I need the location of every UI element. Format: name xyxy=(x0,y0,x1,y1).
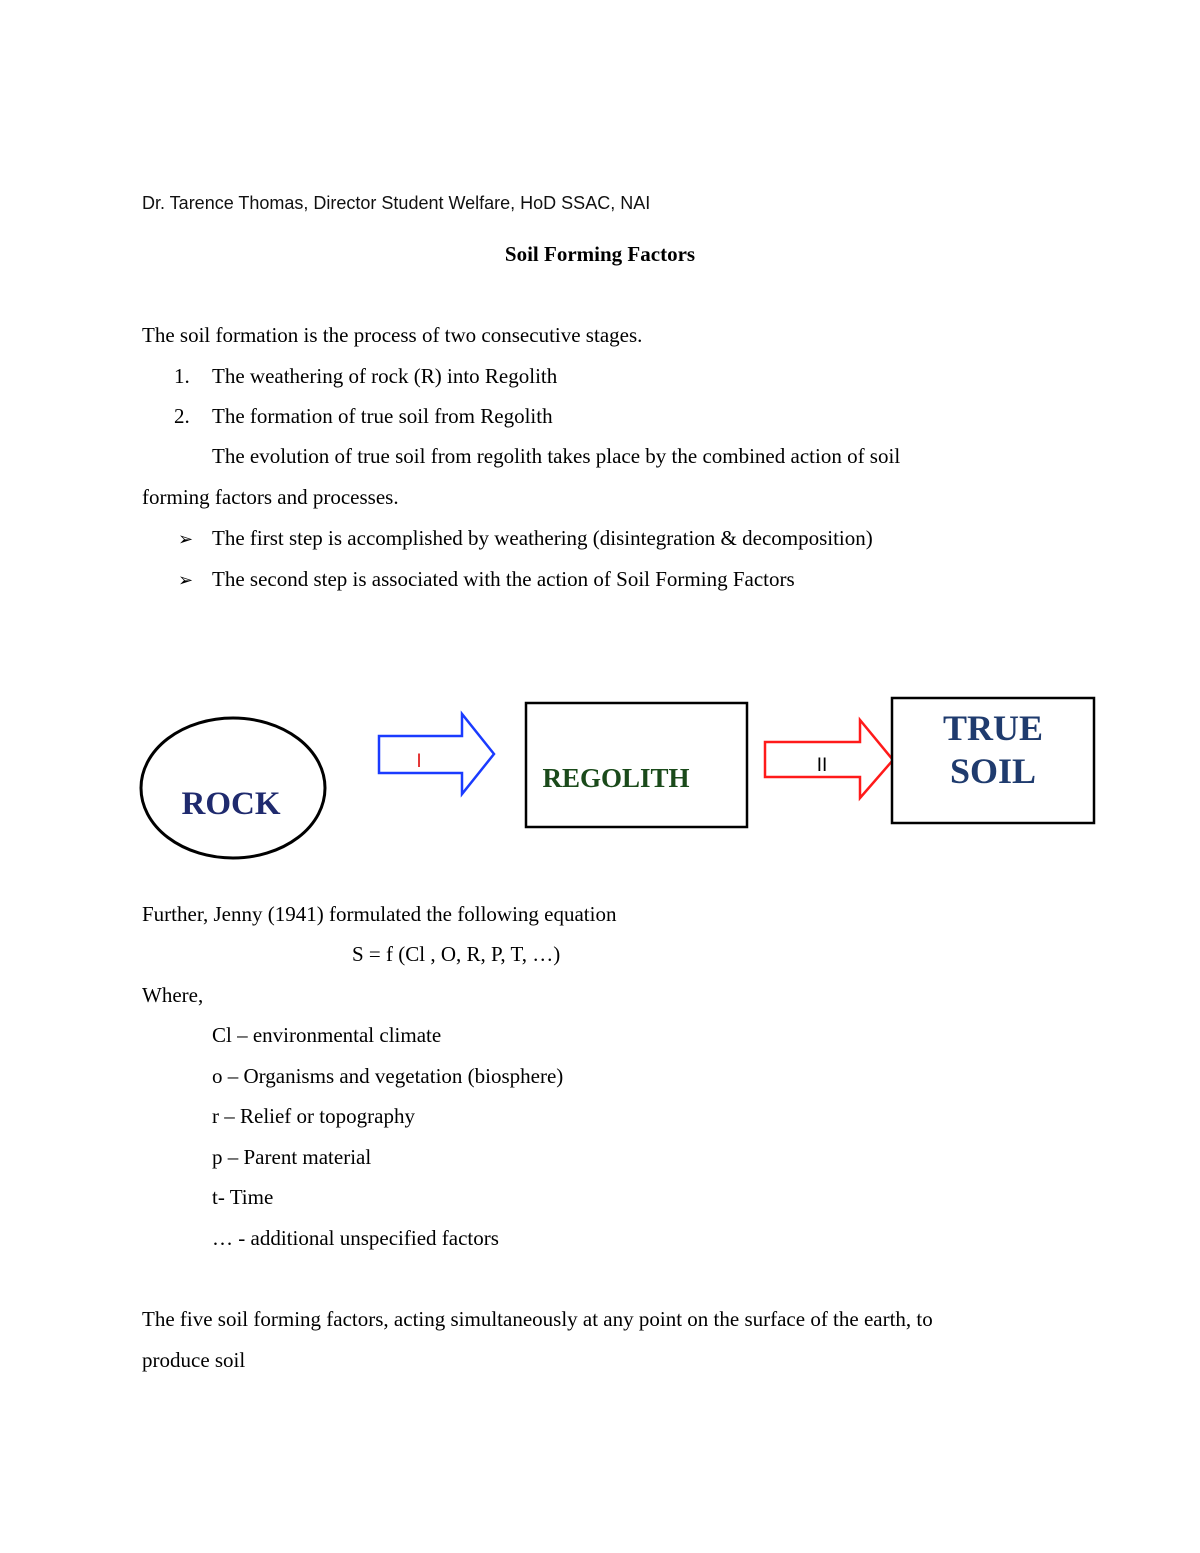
equation-formula: S = f (Cl , O, R, P, T, …) xyxy=(352,942,561,966)
bullet-text: The first step is accomplished by weathering (disintegration & decomposition) xyxy=(212,526,873,550)
term-item: p – Parent material xyxy=(212,1145,372,1169)
term-item: … - additional unspecified factors xyxy=(212,1226,499,1250)
rock-label: ROCK xyxy=(181,786,281,822)
intro-paragraph: The soil formation is the process of two consecutive stages. xyxy=(142,323,643,347)
list-item xyxy=(174,404,553,429)
term-item: r – Relief or topography xyxy=(212,1104,415,1128)
arrow-label-one: I xyxy=(416,751,422,772)
bullet-item xyxy=(178,567,795,592)
list-number: 2. xyxy=(174,404,190,428)
true-soil-label-line-2: SOIL xyxy=(949,751,1037,791)
arrow-right-icon xyxy=(379,714,494,794)
bullet-text: The second step is associated with the action of Soil Forming Factors xyxy=(212,567,795,591)
term-item: Cl – environmental climate xyxy=(212,1023,442,1047)
where-label: Where, xyxy=(142,983,204,1007)
page-title: Soil Forming Factors xyxy=(504,242,696,266)
list-text: The formation of true soil from Regolith xyxy=(212,404,553,428)
soil-formation-diagram xyxy=(0,690,1200,870)
list-item xyxy=(174,364,557,389)
term-item: t- Time xyxy=(212,1185,274,1209)
arrow-right-icon xyxy=(765,720,893,798)
evolution-line-2: forming factors and processes. xyxy=(142,485,399,509)
term-item: o – Organisms and vegetation (biosphere) xyxy=(212,1064,564,1088)
author-line: Dr. Tarence Thomas, Director Student Welfare, HoD SSAC, NAI xyxy=(142,193,651,213)
arrow-label-two: II xyxy=(816,755,828,776)
evolution-line-1: The evolution of true soil from regolith takes place by the combined action of soil xyxy=(212,444,901,468)
list-text: The weathering of rock (R) into Regolith xyxy=(212,364,558,388)
equation-intro: Further, Jenny (1941) formulated the following equation xyxy=(142,902,617,926)
closing-line-2: produce soil xyxy=(142,1348,246,1372)
list-number: 1. xyxy=(174,364,190,388)
bullet-item xyxy=(178,526,873,551)
true-soil-label-line-1: TRUE xyxy=(942,708,1044,748)
arrow-bullet-icon: ➢ xyxy=(178,529,194,549)
regolith-label: REGOLITH xyxy=(542,763,690,793)
closing-line-1: The five soil forming factors, acting simultaneously at any point on the surface of the earth, to xyxy=(142,1307,933,1331)
arrow-bullet-icon: ➢ xyxy=(178,570,194,590)
